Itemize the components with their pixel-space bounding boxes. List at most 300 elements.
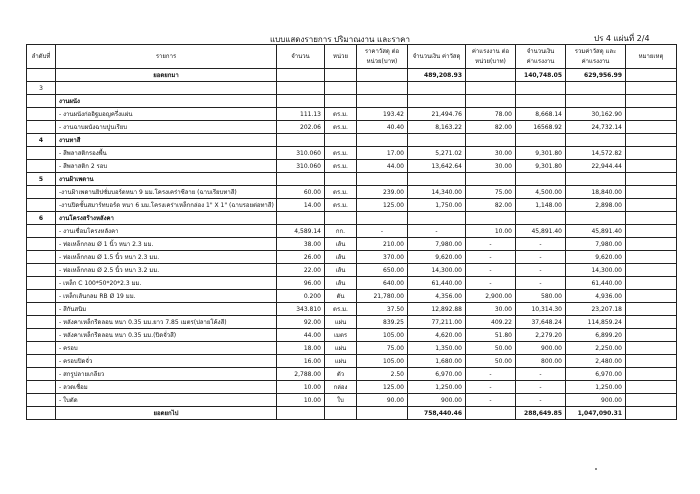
cell-grand-total — [566, 134, 626, 147]
cell-note — [626, 303, 677, 316]
cell-material-total: 758,440.46 — [408, 407, 466, 420]
cell-item: - หลังคาเหล็กรีดลอน หนา 0.35 มม.ยาว 7.85 เมตร(ปลายโค้งสี) — [56, 316, 277, 329]
cell-labor-unit-price: 50.00 — [466, 342, 516, 355]
cell-labor-unit-price: 78.00 — [466, 108, 516, 121]
table-row — [27, 342, 677, 355]
cell-unit — [325, 69, 357, 82]
cell-material-unit-price: 239.00 — [357, 186, 408, 199]
cell-item: - เหล็ก C 100*50*20*2.3 มม. — [56, 277, 277, 290]
table-row — [27, 251, 677, 264]
cell-no — [27, 264, 56, 277]
cell-material-unit-price: 105.00 — [357, 329, 408, 342]
cell-unit — [325, 95, 357, 108]
cell-item: - ท่อเหล็กกลม Ø 1.5 นิ้ว หนา 2.3 มม. — [56, 251, 277, 264]
cell-item: - เหล็กเส้นกลม RB Ø 19 มม. — [56, 290, 277, 303]
cell-material-total — [408, 82, 466, 95]
document-title: แบบแสดงรายการ ปริมาณงาน และราคา — [269, 35, 411, 44]
cell-labor-total — [516, 212, 566, 225]
cell-material-total: 1,350.00 — [408, 342, 466, 355]
cell-qty — [277, 212, 325, 225]
cell-grand-total: 22,944.44 — [566, 160, 626, 173]
cell-no — [27, 121, 56, 134]
cell-grand-total: 6,970.00 — [566, 368, 626, 381]
cell-qty: 310.060 — [277, 147, 325, 160]
cell-no — [27, 368, 56, 381]
table-row — [27, 329, 677, 342]
table-row — [27, 316, 677, 329]
cell-labor-unit-price: 10.00 — [466, 225, 516, 238]
cell-material-total — [408, 134, 466, 147]
cell-note — [626, 355, 677, 368]
cell-note — [626, 264, 677, 277]
cell-qty: 16.00 — [277, 355, 325, 368]
cell-grand-total — [566, 173, 626, 186]
cell-labor-total: 900.00 — [516, 342, 566, 355]
cell-note — [626, 368, 677, 381]
cell-qty: 10.00 — [277, 381, 325, 394]
cell-grand-total: 2,480.00 — [566, 355, 626, 368]
cell-note — [626, 238, 677, 251]
cell-labor-total: - — [516, 277, 566, 290]
cell-grand-total: 61,440.00 — [566, 277, 626, 290]
cell-note — [626, 108, 677, 121]
column-header-item: รายการ — [56, 45, 277, 69]
cell-no — [27, 290, 56, 303]
cell-unit: แผ่น — [325, 355, 357, 368]
table-row — [27, 355, 677, 368]
cell-note — [626, 134, 677, 147]
cell-labor-unit-price — [466, 69, 516, 82]
cell-no — [27, 69, 56, 82]
cell-labor-total: - — [516, 251, 566, 264]
cell-note — [626, 407, 677, 420]
cell-unit: ใบ — [325, 394, 357, 407]
table-row — [27, 108, 677, 121]
cell-labor-unit-price — [466, 134, 516, 147]
cell-unit: เส้น — [325, 277, 357, 290]
cell-labor-unit-price: 82.00 — [466, 199, 516, 212]
cell-material-total: 900.00 — [408, 394, 466, 407]
cell-note — [626, 69, 677, 82]
cell-item: -งานปิดชั้นสมาร์ทบอร์ด หนา 6 มม.โครงเคร่าเหล็กกล่อง 1" X 1" (ฉาบรอยต่อทาสี) — [56, 199, 277, 212]
cell-grand-total: 114,859.24 — [566, 316, 626, 329]
cell-labor-total: 140,748.05 — [516, 69, 566, 82]
cell-qty: 343.810 — [277, 303, 325, 316]
cell-material-unit-price — [357, 407, 408, 420]
cell-labor-total: - — [516, 368, 566, 381]
cell-qty: 18.00 — [277, 342, 325, 355]
cell-note — [626, 121, 677, 134]
cell-labor-unit-price: 30.00 — [466, 303, 516, 316]
cell-labor-total: 288,649.85 — [516, 407, 566, 420]
cell-material-unit-price: 640.00 — [357, 277, 408, 290]
cell-qty: 44.00 — [277, 329, 325, 342]
column-header-labor-total: จำนวนเงิน ค่าแรงงาน — [516, 45, 566, 69]
cell-material-total: 12,892.88 — [408, 303, 466, 316]
cell-material-total: 6,970.00 — [408, 368, 466, 381]
cell-unit — [325, 407, 357, 420]
cell-material-total: 14,340.00 — [408, 186, 466, 199]
cell-grand-total: 14,572.82 — [566, 147, 626, 160]
cell-labor-total: - — [516, 238, 566, 251]
table-row — [27, 160, 677, 173]
cell-qty: 2,788.00 — [277, 368, 325, 381]
cell-unit: เส้น — [325, 251, 357, 264]
cell-note — [626, 251, 677, 264]
cell-unit: ตร.ม. — [325, 147, 357, 160]
cell-labor-unit-price: 409.22 — [466, 316, 516, 329]
table-row — [27, 381, 677, 394]
cell-no — [27, 407, 56, 420]
cell-qty — [277, 82, 325, 95]
cell-material-unit-price: 370.00 — [357, 251, 408, 264]
section-heading-row — [27, 95, 677, 108]
cell-unit: เส้น — [325, 238, 357, 251]
cell-unit: กล่อง — [325, 381, 357, 394]
cell-labor-unit-price: - — [466, 238, 516, 251]
cell-no — [27, 381, 56, 394]
cell-material-unit-price: 90.00 — [357, 394, 408, 407]
cell-qty — [277, 69, 325, 82]
cell-no — [27, 329, 56, 342]
scan-speck — [595, 468, 597, 470]
column-header-no: ลำดับที่ — [27, 45, 56, 69]
cell-material-total: 5,271.02 — [408, 147, 466, 160]
cell-grand-total — [566, 95, 626, 108]
column-header-material-unit-price: ราคาวัสดุ ต่อหน่วย(บาท) — [357, 45, 408, 69]
cell-labor-total: 10,314.30 — [516, 303, 566, 316]
cell-item: - สกรูปลายเกลียว — [56, 368, 277, 381]
table-row — [27, 82, 677, 95]
cell-material-unit-price: 21,780.00 — [357, 290, 408, 303]
cell-note — [626, 212, 677, 225]
cell-grand-total: 629,956.99 — [566, 69, 626, 82]
cell-labor-total — [516, 134, 566, 147]
cell-labor-total: - — [516, 381, 566, 394]
cell-qty — [277, 173, 325, 186]
cell-labor-unit-price: - — [466, 381, 516, 394]
cell-material-unit-price: 105.00 — [357, 355, 408, 368]
cell-item: - งานผนังก่ออิฐมอญครึ่งแผ่น — [56, 108, 277, 121]
cell-labor-unit-price: - — [466, 251, 516, 264]
cell-grand-total: 4,936.00 — [566, 290, 626, 303]
cell-grand-total: 2,250.00 — [566, 342, 626, 355]
cell-item: งานโครงสร้างหลังคา — [56, 212, 277, 225]
cell-no — [27, 238, 56, 251]
cell-note — [626, 147, 677, 160]
cell-material-total: 14,300.00 — [408, 264, 466, 277]
cell-material-total — [408, 212, 466, 225]
cell-labor-unit-price: 51.80 — [466, 329, 516, 342]
cell-labor-unit-price — [466, 407, 516, 420]
table-row — [27, 277, 677, 290]
cell-item: ยอดยกไป — [56, 407, 277, 420]
cell-note — [626, 173, 677, 186]
cell-labor-unit-price: - — [466, 368, 516, 381]
cell-no — [27, 160, 56, 173]
cell-material-total: 4,620.00 — [408, 329, 466, 342]
cell-grand-total: 1,047,090.31 — [566, 407, 626, 420]
cell-grand-total: 900.00 — [566, 394, 626, 407]
cell-material-unit-price: 650.00 — [357, 264, 408, 277]
cell-unit — [325, 212, 357, 225]
cell-labor-unit-price: 30.00 — [466, 160, 516, 173]
cell-labor-unit-price: 2,900.00 — [466, 290, 516, 303]
cell-material-unit-price: 75.00 — [357, 342, 408, 355]
cell-material-total: 9,620.00 — [408, 251, 466, 264]
table-row — [27, 290, 677, 303]
cell-unit: ตร.ม. — [325, 108, 357, 121]
cell-item: งานฝ้าเพดาน — [56, 173, 277, 186]
cell-item: ยอดยกมา — [56, 69, 277, 82]
cell-material-unit-price: 210.00 — [357, 238, 408, 251]
cell-note — [626, 225, 677, 238]
table-row — [27, 368, 677, 381]
cell-unit: เส้น — [325, 264, 357, 277]
page-number: ปร 4 แผ่นที่ 2/4 — [594, 34, 650, 43]
cell-material-total: 1,750.00 — [408, 199, 466, 212]
cell-item: - สีพลาสติกรองพื้น — [56, 147, 277, 160]
cell-note — [626, 342, 677, 355]
cell-labor-total: 45,891.40 — [516, 225, 566, 238]
cell-material-unit-price — [357, 95, 408, 108]
cell-no — [27, 186, 56, 199]
cell-material-total — [408, 173, 466, 186]
carry-row — [27, 407, 677, 420]
section-heading-row — [27, 212, 677, 225]
cell-material-unit-price: 44.00 — [357, 160, 408, 173]
cell-item: - งานฉาบผนังฉาบปูนเรียบ — [56, 121, 277, 134]
cell-grand-total: 45,891.40 — [566, 225, 626, 238]
cell-item: งานทาสี — [56, 134, 277, 147]
cell-material-unit-price: 125.00 — [357, 381, 408, 394]
cell-qty: 111.13 — [277, 108, 325, 121]
table-row — [27, 394, 677, 407]
cell-grand-total: 1,250.00 — [566, 381, 626, 394]
cell-unit: ตร.ม. — [325, 303, 357, 316]
cell-material-unit-price — [357, 69, 408, 82]
cell-labor-unit-price — [466, 95, 516, 108]
cell-material-total: 4,356.00 — [408, 290, 466, 303]
cell-grand-total — [566, 82, 626, 95]
cell-note — [626, 381, 677, 394]
cell-labor-total: 1,148.00 — [516, 199, 566, 212]
cell-no — [27, 108, 56, 121]
cell-material-total — [408, 95, 466, 108]
cell-material-unit-price: 2.50 — [357, 368, 408, 381]
cell-no — [27, 303, 56, 316]
cell-labor-total: 2,279.20 — [516, 329, 566, 342]
cell-grand-total: 18,840.00 — [566, 186, 626, 199]
cell-labor-total: 16568.92 — [516, 121, 566, 134]
cell-item: -งานฝ้าเพดานยิปซั่มบอร์ดหนา 9 มม.โครงเคร่าซีลาย (ฉาบเรียบทาสี) — [56, 186, 277, 199]
cell-material-unit-price: 839.25 — [357, 316, 408, 329]
cell-no — [27, 277, 56, 290]
cell-labor-unit-price: 75.00 — [466, 186, 516, 199]
cell-item — [56, 82, 277, 95]
bill-of-quantities-table — [26, 44, 677, 420]
table-header-row — [27, 45, 677, 69]
cell-unit: แผ่น — [325, 342, 357, 355]
column-header-note: หมายเหตุ — [626, 45, 677, 69]
cell-item: - ท่อเหล็กกลม Ø 1 นิ้ว หนา 2.3 มม. — [56, 238, 277, 251]
cell-labor-unit-price — [466, 82, 516, 95]
cell-labor-total: 580.00 — [516, 290, 566, 303]
cell-no: 3 — [27, 82, 56, 95]
cell-material-unit-price: 125.00 — [357, 199, 408, 212]
table-row — [27, 264, 677, 277]
section-heading-row — [27, 134, 677, 147]
cell-material-unit-price: 17.00 — [357, 147, 408, 160]
cell-labor-unit-price: 30.00 — [466, 147, 516, 160]
cell-unit — [325, 82, 357, 95]
table-row — [27, 147, 677, 160]
cell-labor-total: 4,500.00 — [516, 186, 566, 199]
column-header-unit: หน่วย — [325, 45, 357, 69]
cell-unit — [325, 134, 357, 147]
cell-item: - ใบตัด — [56, 394, 277, 407]
cell-labor-total: 37,648.24 — [516, 316, 566, 329]
cell-note — [626, 199, 677, 212]
table-row — [27, 238, 677, 251]
cell-material-total: 61,440.00 — [408, 277, 466, 290]
cell-no — [27, 95, 56, 108]
cell-no: 6 — [27, 212, 56, 225]
cell-labor-total: 9,301.80 — [516, 160, 566, 173]
cell-grand-total: 14,300.00 — [566, 264, 626, 277]
table-row — [27, 186, 677, 199]
cell-qty: 92.00 — [277, 316, 325, 329]
cell-item: - ท่อเหล็กกลม Ø 2.5 นิ้ว หนา 3.2 มม. — [56, 264, 277, 277]
cell-material-unit-price — [357, 134, 408, 147]
table-row — [27, 303, 677, 316]
cell-note — [626, 160, 677, 173]
cell-grand-total: 2,898.00 — [566, 199, 626, 212]
cell-material-total: 489,208.93 — [408, 69, 466, 82]
table-body — [27, 69, 677, 420]
cell-note — [626, 277, 677, 290]
column-header-material-total: จำนวนเงิน ค่าวัสดุ — [408, 45, 466, 69]
cell-labor-total: - — [516, 264, 566, 277]
cell-material-total: 1,680.00 — [408, 355, 466, 368]
cell-grand-total: 9,620.00 — [566, 251, 626, 264]
cell-no — [27, 316, 56, 329]
cell-qty: 38.00 — [277, 238, 325, 251]
cell-no — [27, 342, 56, 355]
cell-qty — [277, 95, 325, 108]
cell-qty: 26.00 — [277, 251, 325, 264]
cell-labor-total: - — [516, 394, 566, 407]
cell-item: - หลังคาเหล็กรีดลอน หนา 0.35 มม.(ปิดจั่วสี) — [56, 329, 277, 342]
cell-no — [27, 394, 56, 407]
cell-no — [27, 199, 56, 212]
cell-material-unit-price — [357, 212, 408, 225]
cell-labor-unit-price: - — [466, 394, 516, 407]
cell-unit: ตัว — [325, 368, 357, 381]
table-row — [27, 121, 677, 134]
cell-item: - ครอบปิดจั่ว — [56, 355, 277, 368]
table-row — [27, 199, 677, 212]
cell-qty: 4,589.14 — [277, 225, 325, 238]
table-row — [27, 225, 677, 238]
cell-grand-total: 7,980.00 — [566, 238, 626, 251]
cell-unit: เมตร — [325, 329, 357, 342]
cell-material-unit-price — [357, 173, 408, 186]
column-header-labor-unit-price: ค่าแรงงาน ต่อหน่วย(บาท) — [466, 45, 516, 69]
cell-item: - ลวดเชื่อม — [56, 381, 277, 394]
cell-qty: 96.00 — [277, 277, 325, 290]
cell-note — [626, 95, 677, 108]
section-heading-row — [27, 173, 677, 186]
cell-unit: ตร.ม. — [325, 186, 357, 199]
cell-material-total: - — [408, 225, 466, 238]
cell-labor-unit-price — [466, 212, 516, 225]
cell-no — [27, 147, 56, 160]
cell-material-total: 77,211.00 — [408, 316, 466, 329]
cell-note — [626, 186, 677, 199]
cell-grand-total: 6,899.20 — [566, 329, 626, 342]
cell-material-total: 7,980.00 — [408, 238, 466, 251]
cell-labor-total — [516, 173, 566, 186]
cell-qty: 14.00 — [277, 199, 325, 212]
cell-grand-total: 23,207.18 — [566, 303, 626, 316]
cell-item: งานผนัง — [56, 95, 277, 108]
cell-labor-unit-price — [466, 173, 516, 186]
cell-labor-unit-price: 82.00 — [466, 121, 516, 134]
cell-unit: ตร.ม. — [325, 160, 357, 173]
cell-qty: 60.00 — [277, 186, 325, 199]
cell-labor-unit-price: - — [466, 264, 516, 277]
cell-grand-total: 24,732.14 — [566, 121, 626, 134]
cell-material-unit-price — [357, 82, 408, 95]
cell-note — [626, 290, 677, 303]
cell-grand-total: 30,162.90 — [566, 108, 626, 121]
cell-qty: 0.200 — [277, 290, 325, 303]
cell-qty: 310.060 — [277, 160, 325, 173]
cell-item: - สีพลาสติก 2 รอบ — [56, 160, 277, 173]
cell-material-total: 8,163.22 — [408, 121, 466, 134]
cell-item: - ครอบ — [56, 342, 277, 355]
cell-labor-total: 9,301.80 — [516, 147, 566, 160]
cell-unit: ตัน — [325, 290, 357, 303]
cell-no: 5 — [27, 173, 56, 186]
column-header-grand-total: รวมค่าวัสดุ และค่าแรงงาน — [566, 45, 626, 69]
cell-labor-total — [516, 82, 566, 95]
column-header-qty: จำนวน — [277, 45, 325, 69]
cell-unit: แผ่น — [325, 316, 357, 329]
cell-qty: 22.00 — [277, 264, 325, 277]
cell-no: 4 — [27, 134, 56, 147]
cell-qty — [277, 407, 325, 420]
cell-unit — [325, 173, 357, 186]
carry-row — [27, 69, 677, 82]
cell-material-total: 21,494.76 — [408, 108, 466, 121]
cell-qty: 202.06 — [277, 121, 325, 134]
cell-item: - งานเชื่อมโครงหลังคา — [56, 225, 277, 238]
cell-labor-unit-price: - — [466, 277, 516, 290]
cell-material-unit-price: 193.42 — [357, 108, 408, 121]
cell-qty: 10.00 — [277, 394, 325, 407]
cell-material-unit-price: - — [357, 225, 408, 238]
cell-grand-total — [566, 212, 626, 225]
cell-no — [27, 251, 56, 264]
cell-labor-total: 8,668.14 — [516, 108, 566, 121]
cell-item: - สีกันสนิม — [56, 303, 277, 316]
cell-no — [27, 225, 56, 238]
cell-note — [626, 394, 677, 407]
cell-qty — [277, 134, 325, 147]
cell-labor-unit-price: 50.00 — [466, 355, 516, 368]
